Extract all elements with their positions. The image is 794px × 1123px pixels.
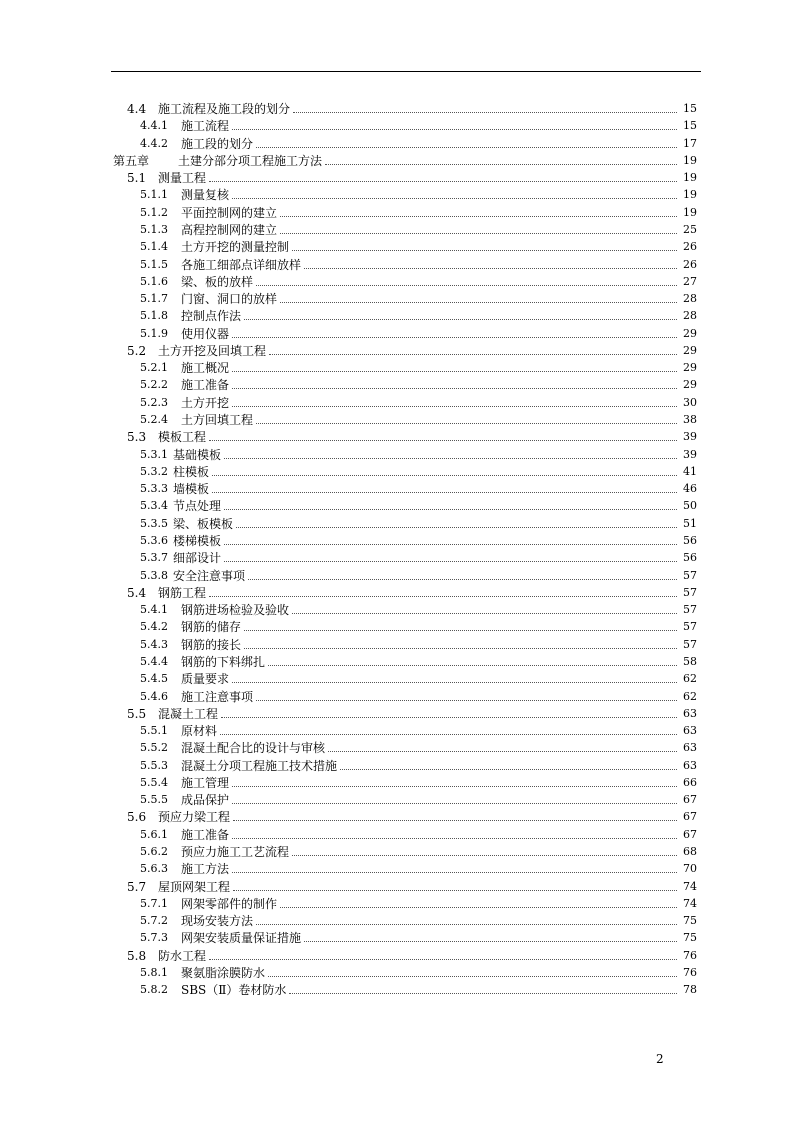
toc-entry[interactable]	[140, 894, 697, 911]
toc-entry[interactable]	[140, 669, 697, 686]
toc-entry-page: 25	[683, 222, 697, 236]
toc-entry-page: 67	[683, 810, 697, 824]
toc-leader-dots	[280, 233, 677, 234]
toc-leader-dots	[292, 855, 677, 856]
toc-entry-number: 5.1.2	[140, 205, 168, 219]
toc-entry-title: 土建分部分项工程施工方法	[178, 153, 323, 168]
toc-entry-number: 5.5.3	[140, 758, 168, 772]
toc-entry[interactable]	[140, 358, 697, 375]
toc-entry-title: 使用仪器	[181, 326, 230, 341]
toc-entry[interactable]	[140, 548, 697, 565]
toc-entry-page: 67	[683, 827, 697, 841]
toc-entry-page: 57	[683, 585, 697, 599]
toc-entry-page: 41	[683, 464, 697, 478]
toc-entry-page: 68	[683, 845, 697, 859]
toc-entry-title: 楼梯模板	[173, 534, 222, 548]
toc-entry-page: 74	[683, 879, 697, 893]
toc-entry-page: 29	[683, 361, 697, 375]
toc-entry[interactable]	[140, 237, 697, 254]
toc-leader-dots	[280, 302, 677, 303]
toc-entry-page: 15	[683, 119, 697, 133]
toc-entry-number: 5.1	[127, 171, 147, 186]
toc-entry-title: 施工概况	[181, 361, 230, 376]
toc-entry-page: 57	[683, 603, 697, 617]
toc-entry[interactable]	[127, 807, 697, 824]
toc-leader-dots	[232, 371, 677, 372]
toc-entry[interactable]	[140, 289, 697, 306]
toc-entry[interactable]	[140, 825, 697, 842]
toc-entry-title: 安全注意事项	[173, 568, 246, 583]
toc-entry-page: 28	[683, 309, 697, 323]
toc-entry-page: 63	[683, 758, 697, 772]
toc-entry-page: 29	[683, 343, 697, 357]
toc-entry-number: 第五章	[113, 153, 150, 168]
toc-entry-page: 78	[683, 983, 697, 997]
toc-entry-title: 质量要求	[181, 672, 230, 687]
page-number: 2	[656, 1052, 664, 1066]
toc-entry-title: 现场安装方法	[181, 914, 254, 929]
toc-entry-title: 梁、板的放样	[181, 274, 254, 289]
toc-leader-dots	[256, 423, 677, 424]
toc-leader-dots	[280, 907, 677, 908]
toc-leader-dots	[232, 786, 677, 787]
toc-entry[interactable]	[140, 911, 697, 928]
toc-entry-number: 5.1.1	[140, 188, 168, 202]
toc-entry-number: 5.2.2	[140, 378, 168, 392]
toc-entry-title: 平面控制网的建立	[181, 205, 278, 220]
toc-entry-page: 29	[683, 378, 697, 392]
toc-entry-number: 5.1.8	[140, 309, 168, 323]
toc-entry[interactable]	[140, 445, 697, 462]
toc-leader-dots	[304, 941, 677, 942]
toc-entry-title: 钢筋工程	[158, 585, 207, 600]
toc-entry[interactable]	[140, 393, 697, 410]
toc-entry-number: 5.4.1	[140, 603, 168, 617]
toc-entry-number: 5.1.4	[140, 240, 168, 254]
toc-entry-number: 5.5.5	[140, 793, 168, 807]
toc-entry-title: 施工准备	[181, 378, 230, 393]
toc-entry[interactable]	[140, 306, 697, 323]
toc-entry[interactable]	[127, 704, 697, 721]
toc-entry-number: 5.7	[127, 879, 147, 894]
toc-entry[interactable]	[140, 617, 697, 634]
toc-entry-title: 网架零部件的制作	[181, 896, 278, 911]
toc-entry-title: 施工准备	[181, 827, 230, 842]
toc-entry-title: 聚氨脂涂膜防水	[181, 966, 266, 980]
toc-entry-page: 46	[683, 482, 697, 496]
toc-leader-dots	[244, 319, 677, 320]
toc-entry-title: 土方开挖及回填工程	[158, 343, 267, 358]
toc-entry-title: 施工方法	[181, 862, 230, 877]
toc-entry[interactable]	[127, 341, 697, 358]
toc-entry-page: 57	[683, 637, 697, 651]
toc-entry-page: 56	[683, 534, 697, 547]
toc-entry-page: 38	[683, 413, 697, 427]
toc-entry-page: 57	[683, 568, 697, 582]
toc-entry-title: 施工段的划分	[181, 136, 254, 151]
toc-entry-number: 5.2.3	[140, 395, 168, 409]
toc-entry-page: 67	[683, 793, 697, 807]
toc-entry[interactable]	[127, 583, 697, 600]
toc-entry-number: 5.1.3	[140, 222, 168, 236]
toc-entry-number: 5.3.4	[140, 499, 168, 513]
toc-entry-number: 5.8.2	[140, 983, 168, 997]
toc-leader-dots	[212, 492, 677, 493]
toc-entry[interactable]	[140, 375, 697, 392]
toc-entry-title: 防水工程	[158, 948, 207, 963]
toc-entry-number: 5.1.5	[140, 257, 168, 271]
toc-entry-number: 5.4	[127, 585, 147, 600]
toc-entry-title: 测量复核	[181, 188, 230, 203]
toc-entry-title: 混凝土工程	[158, 706, 219, 721]
toc-entry-title: 钢筋的储存	[181, 620, 242, 635]
toc-entry-page: 76	[683, 948, 697, 962]
toc-entry-page: 26	[683, 240, 697, 254]
toc-entry-number: 5.6	[127, 810, 147, 825]
toc-entry[interactable]	[140, 324, 697, 341]
toc-entry-number: 5.4.4	[140, 654, 168, 668]
toc-entry-page: 39	[683, 447, 697, 461]
toc-leader-dots	[232, 337, 677, 338]
toc-entry-number: 5.3.6	[140, 534, 168, 547]
toc-entry-page: 30	[683, 395, 697, 409]
toc-entry-number: 5.6.1	[140, 827, 168, 841]
toc-entry-page: 63	[683, 724, 697, 738]
toc-entry-page: 19	[683, 188, 697, 202]
toc-entry[interactable]	[140, 773, 697, 790]
toc-leader-dots	[209, 596, 677, 597]
toc-leader-dots	[232, 803, 677, 804]
toc-entry[interactable]	[140, 687, 697, 704]
toc-leader-dots	[280, 216, 677, 217]
toc-entry[interactable]	[140, 203, 697, 220]
toc-entry-number: 5.3.7	[140, 551, 168, 565]
toc-entry-page: 76	[683, 966, 697, 979]
toc-leader-dots	[268, 976, 677, 977]
toc-entry-number: 4.4	[127, 102, 147, 116]
toc-entry-number: 5.2	[127, 343, 147, 358]
toc-entry-title: 施工流程	[181, 119, 230, 134]
toc-leader-dots	[212, 475, 677, 476]
toc-entry-title: 施工流程及施工段的划分	[158, 102, 291, 116]
toc-entry-page: 19	[683, 153, 697, 167]
toc-entry-title: 钢筋的接长	[181, 637, 242, 652]
toc-entry-number: 4.4.1	[140, 119, 168, 133]
toc-entry-number: 5.5.4	[140, 775, 168, 789]
toc-entry[interactable]	[140, 980, 697, 997]
toc-entry[interactable]	[140, 514, 697, 531]
toc-entry-number: 5.3.8	[140, 568, 168, 582]
toc-leader-dots	[224, 509, 677, 510]
toc-entry[interactable]	[140, 410, 697, 427]
toc-entry-page: 70	[683, 862, 697, 876]
toc-entry-title: 模板工程	[158, 430, 207, 445]
toc-entry-title: 混凝土分项工程施工技术措施	[181, 758, 338, 773]
toc-entry-title: 成品保护	[181, 793, 230, 808]
toc-leader-dots	[224, 561, 677, 562]
toc-entry-page: 63	[683, 706, 697, 720]
toc-entry-number: 5.6.2	[140, 845, 168, 859]
toc-entry-title: 钢筋的下料绑扎	[181, 654, 266, 669]
toc-entry-page: 19	[683, 205, 697, 219]
toc-leader-dots	[292, 613, 677, 614]
toc-leader-dots	[209, 181, 677, 182]
toc-entry-title: 土方开挖的测量控制	[181, 240, 290, 255]
toc-entry[interactable]	[140, 963, 697, 980]
toc-entry-page: 74	[683, 896, 697, 910]
toc-entry-number: 4.4.2	[140, 136, 168, 150]
toc-leader-dots	[269, 354, 677, 355]
toc-leader-dots	[293, 112, 677, 113]
toc-entry-page: 28	[683, 292, 697, 306]
toc-entry-number: 5.5	[127, 706, 147, 721]
toc-entry[interactable]	[127, 427, 697, 444]
toc-leader-dots	[244, 648, 677, 649]
toc-entry-title: 施工注意事项	[181, 689, 254, 704]
toc-entry-number: 5.7.3	[140, 931, 168, 945]
toc-leader-dots	[328, 751, 677, 752]
toc-entry[interactable]	[140, 842, 697, 859]
toc-entry-title: 预应力梁工程	[158, 810, 231, 825]
toc-entry-title: 屋顶网架工程	[158, 879, 231, 894]
toc-leader-dots	[292, 250, 677, 251]
toc-leader-dots	[209, 959, 677, 960]
toc-entry[interactable]	[140, 134, 697, 151]
toc-entry[interactable]	[113, 151, 697, 168]
toc-entry-number: 5.3.1	[140, 447, 168, 461]
toc-entry-page: 29	[683, 326, 697, 340]
toc-leader-dots	[232, 872, 677, 873]
toc-entry-title: 墙模板	[173, 482, 210, 497]
toc-leader-dots	[232, 406, 677, 407]
toc-entry-page: 51	[683, 516, 697, 530]
toc-entry-number: 5.7.1	[140, 896, 168, 910]
toc-entry-title: 混凝土配合比的设计与审核	[181, 741, 326, 756]
toc-entry[interactable]	[140, 600, 697, 617]
toc-leader-dots	[248, 579, 677, 580]
toc-leader-dots	[232, 682, 677, 683]
toc-entry-page: 17	[683, 136, 697, 150]
toc-entry[interactable]	[140, 738, 697, 755]
toc-entry[interactable]	[140, 652, 697, 669]
toc-leader-dots	[209, 440, 677, 441]
toc-leader-dots	[221, 717, 677, 718]
toc-entry-title: 梁、板模板	[173, 516, 234, 531]
toc-entry-title: 钢筋进场检验及验收	[181, 603, 290, 618]
toc-entry-title: 节点处理	[173, 499, 222, 514]
toc-entry-number: 5.3.5	[140, 516, 168, 530]
toc-entry-number: 5.3.3	[140, 482, 168, 496]
toc-entry-page: 62	[683, 689, 697, 703]
toc-entry-title: 高程控制网的建立	[181, 222, 278, 237]
toc-entry[interactable]	[140, 185, 697, 202]
toc-entry-title: 控制点作法	[181, 309, 242, 324]
toc-entry-number: 5.8.1	[140, 966, 168, 979]
toc-entry-page: 62	[683, 672, 697, 686]
toc-leader-dots	[232, 129, 677, 130]
toc-entry-page: 58	[683, 654, 697, 668]
toc-entry[interactable]	[140, 479, 697, 496]
toc-entry-number: 5.3	[127, 430, 147, 445]
toc-entry[interactable]	[140, 566, 697, 583]
toc-entry-number: 5.6.3	[140, 862, 168, 876]
toc-entry-number: 5.7.2	[140, 914, 168, 928]
toc-leader-dots	[256, 285, 677, 286]
toc-entry-number: 5.2.4	[140, 413, 168, 427]
toc-entry-number: 5.8	[127, 948, 147, 963]
toc-entry[interactable]	[140, 790, 697, 807]
toc-entry-title: 原材料	[181, 724, 218, 739]
toc-entry[interactable]	[140, 531, 697, 548]
toc-entry-number: 5.4.3	[140, 637, 168, 651]
toc-leader-dots	[325, 164, 677, 165]
toc-leader-dots	[256, 700, 677, 701]
toc-leader-dots	[268, 665, 677, 666]
toc-entry[interactable]	[127, 168, 697, 185]
header-rule	[111, 71, 701, 72]
toc-entry-number: 5.1.7	[140, 292, 168, 306]
toc-entry[interactable]	[140, 756, 697, 773]
toc-entry[interactable]	[140, 462, 697, 479]
toc-leader-dots	[340, 769, 677, 770]
toc-entry-number: 5.4.2	[140, 620, 168, 634]
toc-entry[interactable]	[127, 99, 697, 116]
toc-entry-page: 15	[683, 102, 697, 115]
toc-entry[interactable]	[140, 116, 697, 133]
toc-entry-page: 56	[683, 551, 697, 565]
toc-entry-page: 26	[683, 257, 697, 271]
toc-entry[interactable]	[140, 859, 697, 876]
toc-entry-page: 39	[683, 430, 697, 444]
toc-entry[interactable]	[140, 721, 697, 738]
toc-leader-dots	[256, 147, 677, 148]
toc-entry-number: 5.4.5	[140, 672, 168, 686]
toc-entry-page: 27	[683, 274, 697, 288]
toc-entry-title: 测量工程	[158, 171, 207, 186]
toc-entry-title: 基础模板	[173, 447, 222, 462]
toc-entry-number: 5.3.2	[140, 464, 168, 478]
toc-leader-dots	[232, 198, 677, 199]
toc-entry-page: 50	[683, 499, 697, 513]
toc-entry-title: 门窗、洞口的放样	[181, 292, 278, 307]
toc-leader-dots	[232, 388, 677, 389]
toc-entry[interactable]	[127, 877, 697, 894]
toc-leader-dots	[232, 838, 677, 839]
toc-leader-dots	[233, 890, 677, 891]
toc-leader-dots	[244, 630, 677, 631]
toc-entry-title: 土方开挖	[181, 395, 230, 410]
toc-leader-dots	[236, 527, 677, 528]
toc-entry-page: 75	[683, 914, 697, 928]
toc-leader-dots	[304, 268, 677, 269]
toc-entry[interactable]	[140, 220, 697, 237]
toc-entry[interactable]	[127, 946, 697, 963]
toc-entry-number: 5.2.1	[140, 361, 168, 375]
toc-entry-number: 5.5.1	[140, 724, 168, 738]
toc-entry[interactable]	[140, 635, 697, 652]
toc-entry-page: 19	[683, 171, 697, 185]
toc-entry-page: 75	[683, 931, 697, 945]
toc-entry-number: 5.5.2	[140, 741, 168, 755]
toc-entry-page: 57	[683, 620, 697, 634]
toc-entry-title: 施工管理	[181, 775, 230, 790]
toc-entry-title: 土方回填工程	[181, 413, 254, 428]
toc-entry[interactable]	[140, 255, 697, 272]
toc-entry[interactable]	[140, 496, 697, 513]
toc-entry[interactable]	[140, 272, 697, 289]
toc-leader-dots	[224, 544, 677, 545]
toc-entry-title: 网架安装质量保证措施	[181, 931, 302, 946]
toc-leader-dots	[224, 458, 677, 459]
toc-entry-title: 预应力施工工艺流程	[181, 845, 290, 860]
toc-entry-number: 5.4.6	[140, 689, 168, 703]
toc-leader-dots	[256, 924, 677, 925]
toc-entry-title: 细部设计	[173, 551, 222, 566]
toc-entry-title: SBS（Ⅱ）卷材防水	[181, 983, 287, 998]
toc-entry-title: 柱模板	[173, 464, 210, 479]
toc-leader-dots	[289, 993, 677, 994]
toc-entry-number: 5.1.6	[140, 274, 168, 288]
toc-entry-page: 63	[683, 741, 697, 755]
toc-entry-title: 各施工细部点详细放样	[181, 257, 302, 272]
toc-entry[interactable]	[140, 928, 697, 945]
toc-leader-dots	[233, 820, 677, 821]
toc-leader-dots	[220, 734, 677, 735]
toc-entry-number: 5.1.9	[140, 326, 168, 340]
toc-entry-page: 66	[683, 775, 697, 789]
